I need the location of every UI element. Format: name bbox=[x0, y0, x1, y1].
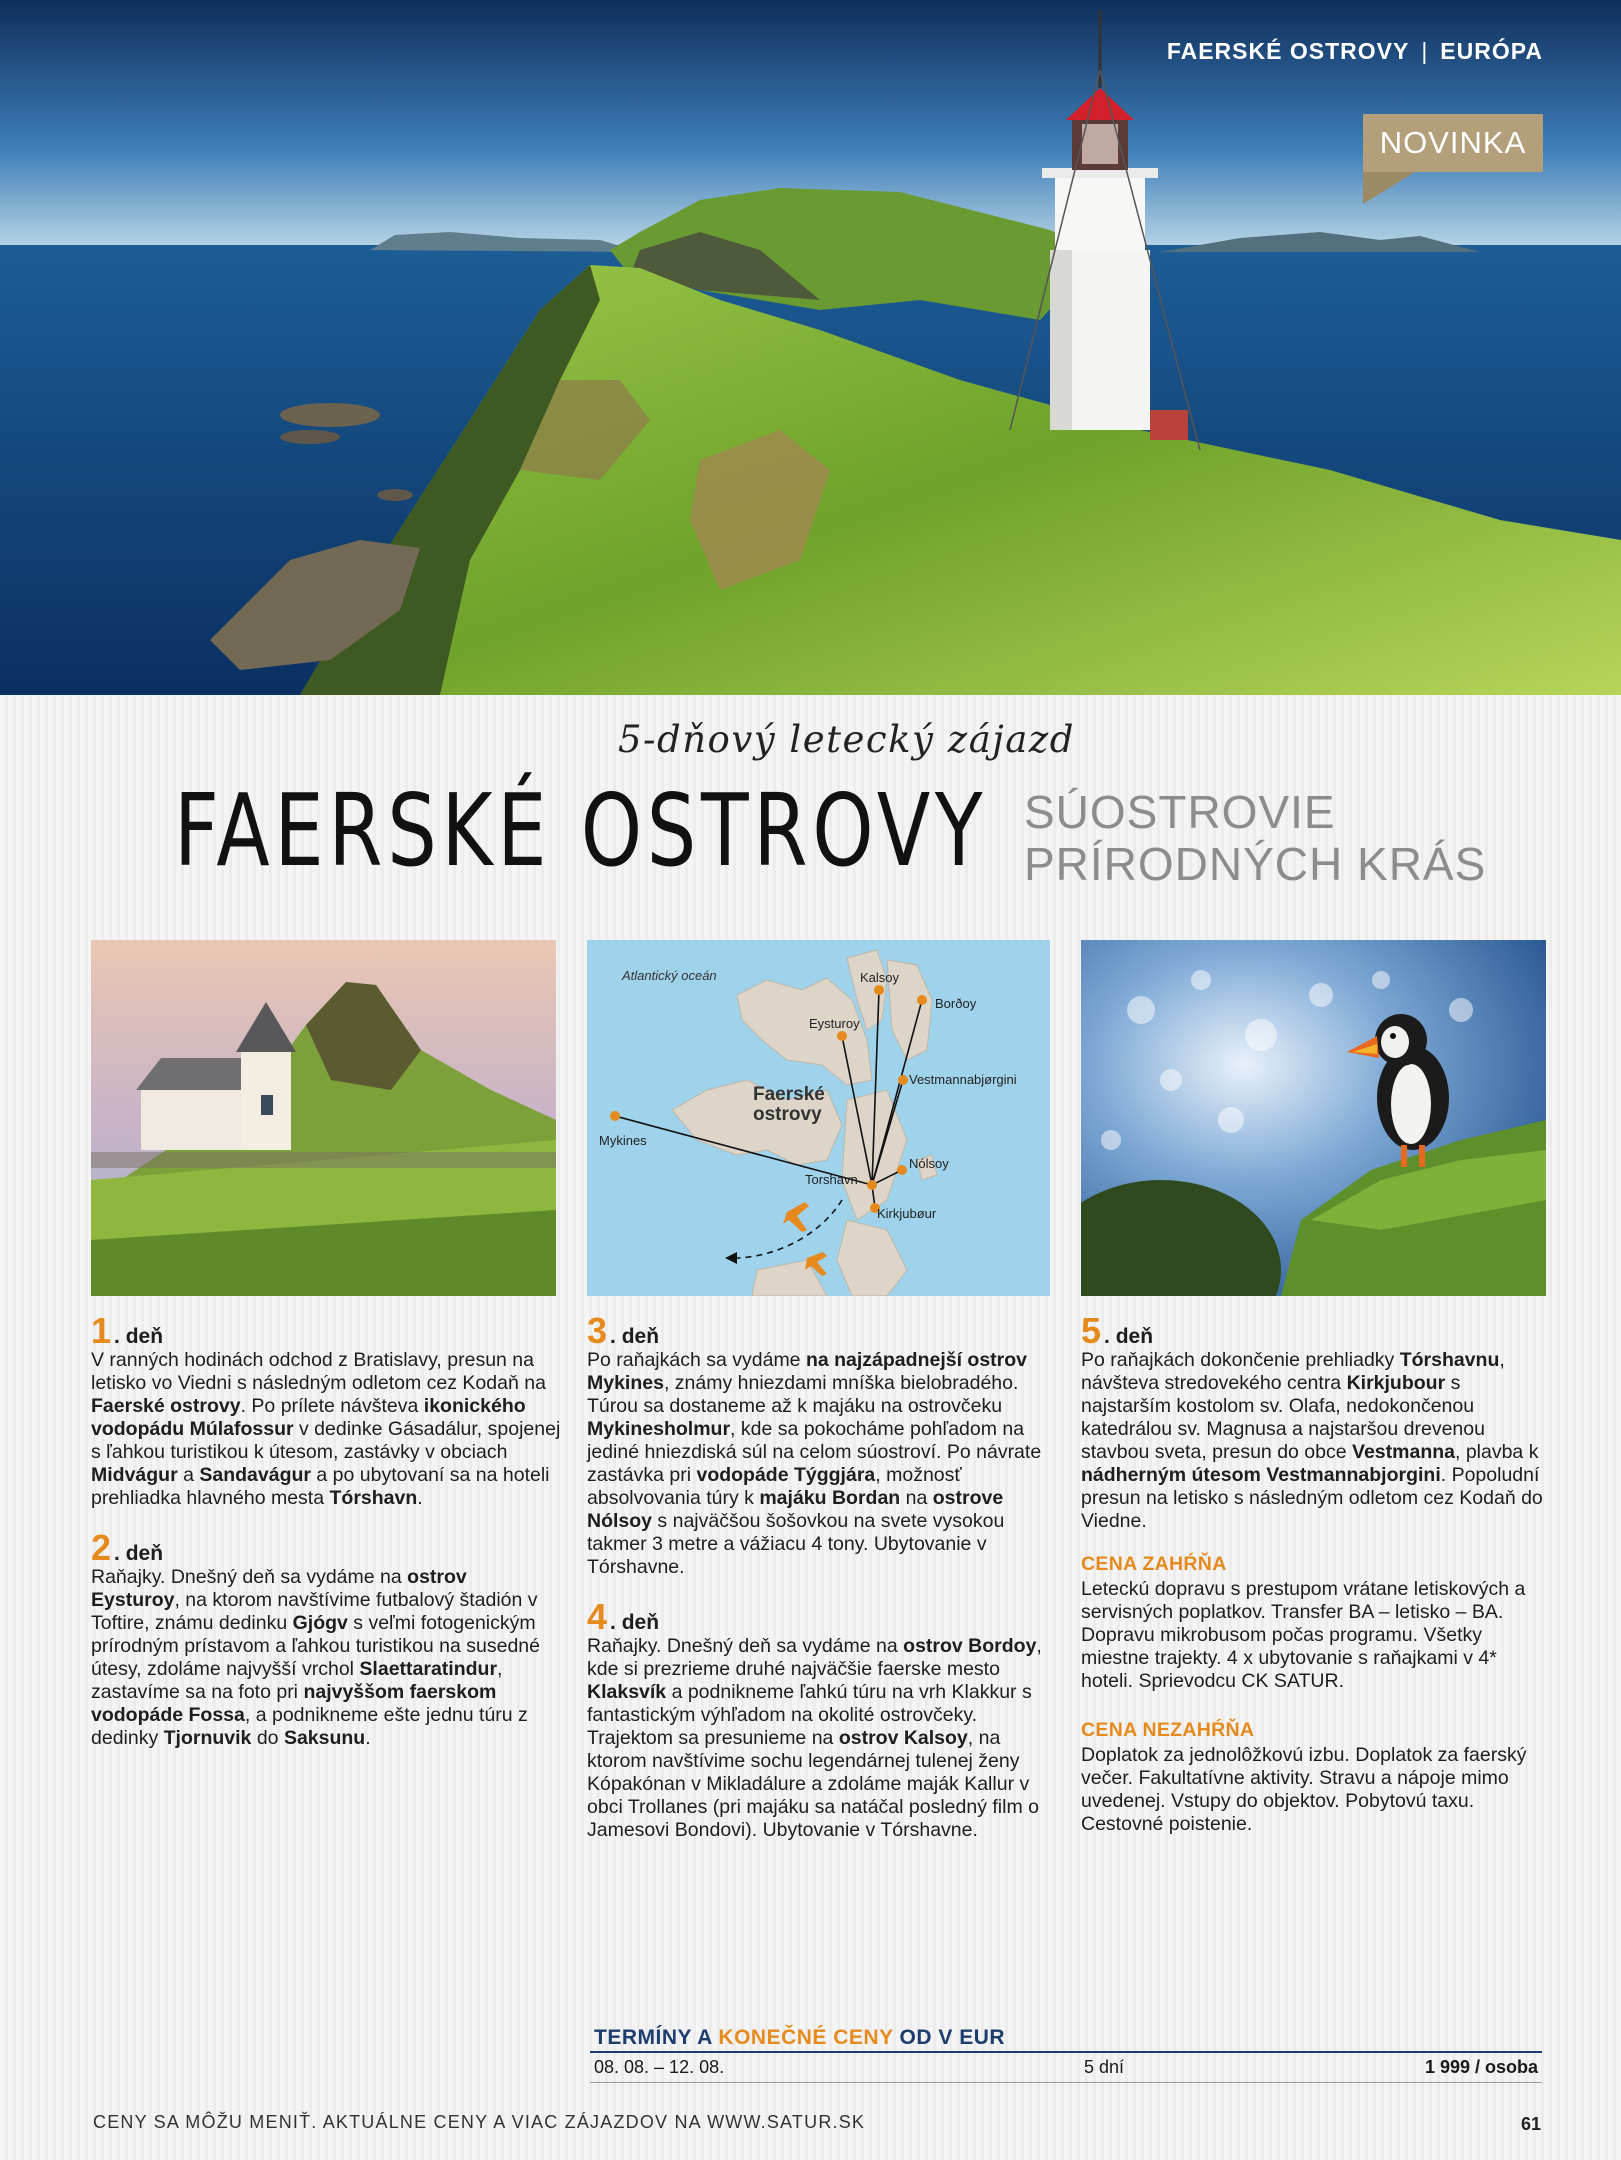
day-number: 2 bbox=[91, 1527, 112, 1568]
body-text: v dedinke Gásadálur, spojenej s ľahkou turistikou k útesom, zastávky v obciach bbox=[91, 1418, 561, 1463]
new-badge-label: NOVINKA bbox=[1379, 125, 1527, 160]
highlight-text: Vestmanna bbox=[1352, 1441, 1455, 1463]
map-title-line2: ostrovy bbox=[753, 1104, 822, 1125]
body-text: , na ktorom navštívime futbalový štadión v Toftire, známu dedinku bbox=[91, 1589, 538, 1634]
body-text: Po raňajkách dokončenie prehliadky bbox=[1081, 1349, 1400, 1371]
itinerary-column-2 bbox=[587, 1310, 1057, 1862]
highlight-text: najvyššom faerskom vodopáde Fossa bbox=[91, 1681, 497, 1726]
highlight-text: Saksunu bbox=[283, 1727, 366, 1749]
highlight-text: Kirkjubour bbox=[1346, 1372, 1446, 1394]
highlight-text: Klaksvík bbox=[587, 1681, 667, 1703]
footer-note: CENY SA MÔŽU MENIŤ. AKTUÁLNE CENY A VIAC ZÁJAZDOV NA WWW.SATUR.SK bbox=[93, 2112, 866, 2132]
highlight-text: Sandavágur bbox=[199, 1464, 311, 1486]
body-text: , možnosť absolvovania túry k bbox=[587, 1464, 962, 1509]
body-text: , kde sa pokocháme pohľadom na jediné hniezdiská súl na celom súostroví. Po návrate zastávka pri bbox=[587, 1418, 1042, 1486]
price-excludes-heading: CENA NEZAHŔŇA bbox=[1081, 1719, 1255, 1741]
day-label: . deň bbox=[610, 1611, 660, 1634]
day-heading bbox=[91, 1310, 561, 1351]
map-label-vestmanna: Vestmannabjørgini bbox=[909, 1072, 1017, 1087]
church-photo bbox=[91, 940, 556, 1296]
highlight-text: Midvágur bbox=[91, 1464, 178, 1486]
price-excludes-text: Doplatok za jednolôžkovú izbu. Doplatok za faerský večer. Fakultatívne aktivity. Stravu a nápoje mimo uvedenej. Vstupy do objektov. Pobytovú taxu. Cestovné poistenie. bbox=[1081, 1744, 1527, 1835]
highlight-text: Tjornuvik bbox=[163, 1727, 252, 1749]
itinerary-column-3 bbox=[1081, 1310, 1551, 1862]
highlight-text: ostrov Bordoy bbox=[903, 1635, 1037, 1657]
day-description bbox=[91, 1566, 561, 1750]
highlight-text: ostrov Kalsoy bbox=[838, 1727, 968, 1749]
breadcrumb-separator: | bbox=[1421, 38, 1429, 64]
day-number: 4 bbox=[587, 1596, 608, 1637]
day-description bbox=[1081, 1349, 1551, 1533]
map-label-mykines: Mykines bbox=[599, 1133, 647, 1148]
body-text: s najväčšou šošovkou na svete vysokou takmer 3 metre a vážiacu 4 tony. Ubytovanie v Tórshavne. bbox=[587, 1510, 1005, 1578]
day-label: . deň bbox=[610, 1325, 660, 1348]
terms-divider bbox=[590, 2051, 1542, 2053]
badge-tip bbox=[1363, 172, 1415, 204]
map-label-eysturoy: Eysturoy bbox=[809, 1016, 860, 1031]
day-label: . deň bbox=[114, 1542, 164, 1565]
term-dates: 08. 08. – 12. 08. bbox=[594, 2057, 725, 2077]
tagline-line-1: SÚOSTROVIE bbox=[1024, 786, 1336, 838]
price-includes-text: Leteckú dopravu s prestupom vrátane letiskových a servisných poplatkov. Transfer BA – letisko – BA. Dopravu mikrobusom počas programu. Všetky miestne trajekty. 4 x ubytovanie s raňajkami v 4* hoteli. Sprievodcu CK SATUR. bbox=[1081, 1578, 1526, 1692]
new-badge bbox=[1363, 114, 1543, 172]
body-text: na bbox=[900, 1487, 933, 1509]
price-excludes bbox=[1081, 1719, 1551, 1836]
day-description bbox=[91, 1349, 561, 1510]
term-duration: 5 dní bbox=[1084, 2057, 1125, 2077]
highlight-text: Faerské ostrovy bbox=[91, 1395, 241, 1417]
day-4 bbox=[587, 1596, 1057, 1842]
lighthouse-cliff-illustration bbox=[0, 0, 1621, 695]
day-description bbox=[587, 1349, 1057, 1579]
page-title: FAERSKÉ OSTROVY bbox=[174, 772, 988, 889]
breadcrumb-region: EURÓPA bbox=[1440, 38, 1543, 64]
map-label-bordoy: Borðoy bbox=[935, 996, 977, 1011]
body-text: a podnikneme ľahkú túru na vrh Klakkur s fantastickým výhľadom na okolité ostrovčeky. Trajektom sa presunieme na bbox=[587, 1681, 1032, 1749]
day-5 bbox=[1081, 1310, 1551, 1533]
page-number: 61 bbox=[1520, 2114, 1541, 2134]
day-1 bbox=[91, 1310, 561, 1510]
body-text: Raňajky. Dnešný deň sa vydáme na bbox=[587, 1635, 904, 1657]
highlight-text: na najzápadnejší ostrov Mykines bbox=[587, 1349, 1028, 1394]
highlight-text: ikonického vodopádu Múlafossur bbox=[91, 1395, 526, 1440]
highlight-text: majáku Bordan bbox=[759, 1487, 901, 1509]
price-includes bbox=[1081, 1553, 1551, 1693]
body-text: , známy hniezdami mníška bielobradého. Túrou sa dostaneme až k majáku na ostrovčeku bbox=[587, 1372, 1019, 1417]
body-text: s veľmi fotogenickým prírodným prístavom a ľahkou turistikou na susedné útesy, zdoláme najvyšší vrchol bbox=[91, 1612, 540, 1680]
day-label: . deň bbox=[1104, 1325, 1154, 1348]
map-label-kirkjubour: Kirkjubøur bbox=[877, 1206, 937, 1221]
puffin-photo bbox=[1081, 940, 1546, 1296]
day-number: 1 bbox=[91, 1310, 112, 1351]
body-text: . Popoludní presun na letisko s následným odletom cez Kodaň do Viedne. bbox=[1081, 1464, 1543, 1532]
day-heading bbox=[587, 1596, 1057, 1637]
itinerary-column-1 bbox=[91, 1310, 561, 1770]
body-text: . bbox=[417, 1487, 423, 1509]
map-label-nolsoy: Nólsoy bbox=[909, 1156, 949, 1171]
body-text: do bbox=[251, 1727, 284, 1749]
body-text: a po ubytovaní sa na hoteli prehliadka hlavného mesta bbox=[91, 1464, 550, 1509]
day-heading bbox=[91, 1527, 561, 1568]
day-label: . deň bbox=[114, 1325, 164, 1348]
terms-heading-b: KONEČNÉ CENY bbox=[718, 2026, 894, 2049]
tagline bbox=[1024, 786, 1486, 890]
map-title-line1: Faerské bbox=[753, 1084, 825, 1105]
terms-heading-c: OD V EUR bbox=[893, 2026, 1006, 2049]
map-label-kalsoy: Kalsoy bbox=[860, 970, 900, 985]
term-price: 1 999 / osoba bbox=[1424, 2057, 1538, 2077]
hero-photo bbox=[0, 0, 1621, 695]
highlight-text: nádherným útesom Vestmannabjorgini bbox=[1081, 1464, 1441, 1486]
body-text: , na ktorom navštívime sochu legendárnej tulenej ženy Kópakónan v Mikladálure a zdoláme maják Kallur v obci Trollanes (pri majáku sa natáčal posledný film o Jamesovi Bondovi). Ubytovanie v Tórshavne. bbox=[587, 1727, 1039, 1841]
day-heading bbox=[587, 1310, 1057, 1351]
table-row bbox=[594, 2057, 1538, 2078]
highlight-text: Tórshavn bbox=[329, 1487, 418, 1509]
route-map bbox=[587, 940, 1050, 1296]
body-text: Po raňajkách sa vydáme bbox=[587, 1349, 806, 1371]
highlight-text: vodopáde Týggjára bbox=[696, 1464, 876, 1486]
day-description bbox=[587, 1635, 1057, 1842]
body-text: , kde si prezrieme druhé najväčšie faerske mesto bbox=[587, 1635, 1042, 1680]
breadcrumb bbox=[1167, 38, 1543, 65]
body-text: , a podnikneme ešte jednu túru z dedinky bbox=[91, 1704, 528, 1749]
terms-row-divider bbox=[590, 2082, 1542, 2083]
breadcrumb-destination: FAERSKÉ OSTROVY bbox=[1166, 38, 1410, 64]
highlight-text: Slaettaratindur bbox=[359, 1658, 498, 1680]
day-number: 3 bbox=[587, 1310, 608, 1351]
highlight-text: Gjógv bbox=[292, 1612, 348, 1634]
body-text: s najstarším kostolom sv. Olafa, nedokončenou katedrálou sv. Magnusa a najstaršou drevenou stavbou sveta, presun do obce bbox=[1081, 1372, 1485, 1463]
map-label-torshavn: Torshavn bbox=[805, 1172, 858, 1187]
highlight-text: Tórshavnu bbox=[1399, 1349, 1500, 1371]
highlight-text: ostrove Nólsoy bbox=[587, 1487, 1004, 1532]
body-text: . Po prílete návšteva bbox=[240, 1395, 424, 1417]
day-3 bbox=[587, 1310, 1057, 1579]
highlight-text: ostrov Eysturoy bbox=[91, 1566, 467, 1611]
body-text: V ranných hodinách odchod z Bratislavy, presun na letisko vo Viedni s následným odletom cez Kodaň na bbox=[91, 1349, 546, 1394]
body-text: , plavba k bbox=[1454, 1441, 1539, 1463]
map-label-ocean: Atlantický oceán bbox=[622, 968, 717, 983]
body-text: . bbox=[365, 1727, 371, 1749]
body-text: a bbox=[177, 1464, 200, 1486]
body-text: , návšteva stredovekého centra bbox=[1081, 1349, 1505, 1394]
day-number: 5 bbox=[1081, 1310, 1102, 1351]
terms-heading-a: TERMÍNY A bbox=[594, 2026, 719, 2049]
tagline-line-2: PRÍRODNÝCH KRÁS bbox=[1024, 838, 1487, 890]
day-2 bbox=[91, 1527, 561, 1750]
price-includes-heading: CENA ZAHŔŇA bbox=[1081, 1553, 1227, 1575]
highlight-text: Mykinesholmur bbox=[587, 1418, 731, 1440]
trip-type-subtitle: 5-dňový letecký zájazd bbox=[618, 718, 1075, 761]
body-text: , zastavíme sa na foto pri bbox=[91, 1658, 503, 1703]
day-heading bbox=[1081, 1310, 1551, 1351]
body-text: Raňajky. Dnešný deň sa vydáme na bbox=[91, 1566, 408, 1588]
terms-heading bbox=[594, 2026, 1005, 2050]
